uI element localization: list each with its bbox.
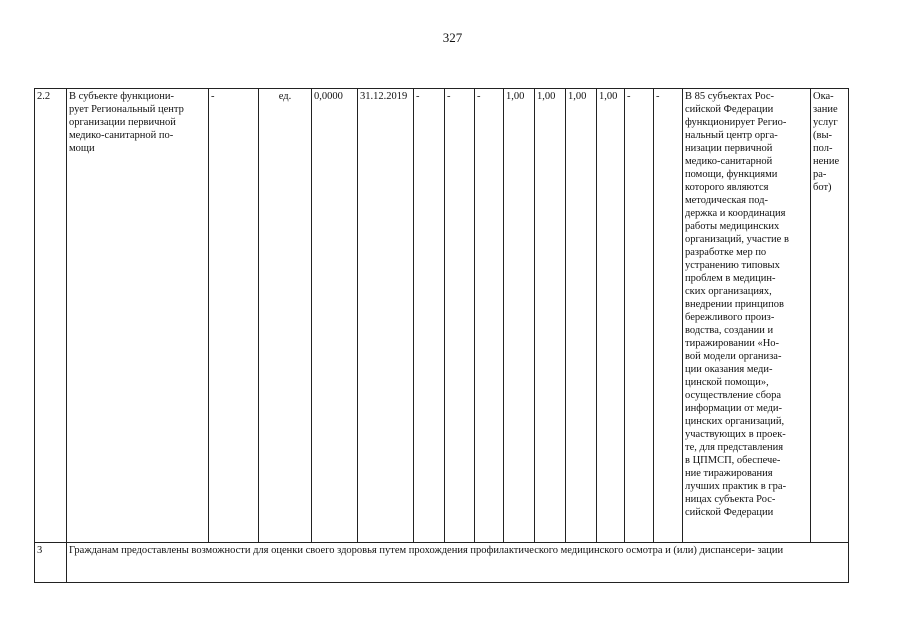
value-cell: 1,00 [504, 89, 535, 543]
row-number: 3 [35, 543, 67, 583]
value-cell: 1,00 [566, 89, 597, 543]
page-number: 327 [442, 30, 463, 45]
unit-cell: ед. [259, 89, 312, 543]
indicator-description: В субъекте функциони- рует Региональный центр организации первичной медико-санитарной по- мощи [67, 89, 209, 543]
cell-dash: - [654, 89, 683, 543]
base-value-cell: 0,0000 [312, 89, 358, 543]
cell-dash: - [625, 89, 654, 543]
table-row [35, 543, 849, 583]
value-cell: 1,00 [597, 89, 625, 543]
cell-dash: - [209, 89, 259, 543]
cell-dash: - [445, 89, 475, 543]
task-title: Гражданам предоставлены возможности для оценки своего здоровья путем прохождения профилактического медицинского осмотра и (или) диспансери- зации [67, 543, 849, 583]
table-row [35, 89, 849, 543]
result-characteristic: В 85 субъектах Рос- сийской Федерации функционирует Регио- нальный центр орга- низации первичной медико-санитарной помощи, функциями которого являются методическая под- держка и координация работы медицинских организаций, участие в разработке мер по устранению типовых проблем в медицин- ских организациях, внедрении принципов бережливого произ- водства, создании и тиражировании «Но- вой модели организа- ции оказания меди- цинской помощи», осуществление сбора информации от меди- цинских организаций, участвующих в проек- те, для представления в ЦПМСП, обеспече- ние тиражирования лучших практик в гра- ницах субъекта Рос- сийской Федерации [683, 89, 811, 543]
project-table [34, 88, 849, 583]
base-date-cell: 31.12.2019 [358, 89, 414, 543]
cell-dash: - [475, 89, 504, 543]
row-number: 2.2 [35, 89, 67, 543]
result-type: Ока- зание услуг (вы- пол- нение ра- бот) [811, 89, 849, 543]
cell-dash: - [414, 89, 445, 543]
value-cell: 1,00 [535, 89, 566, 543]
